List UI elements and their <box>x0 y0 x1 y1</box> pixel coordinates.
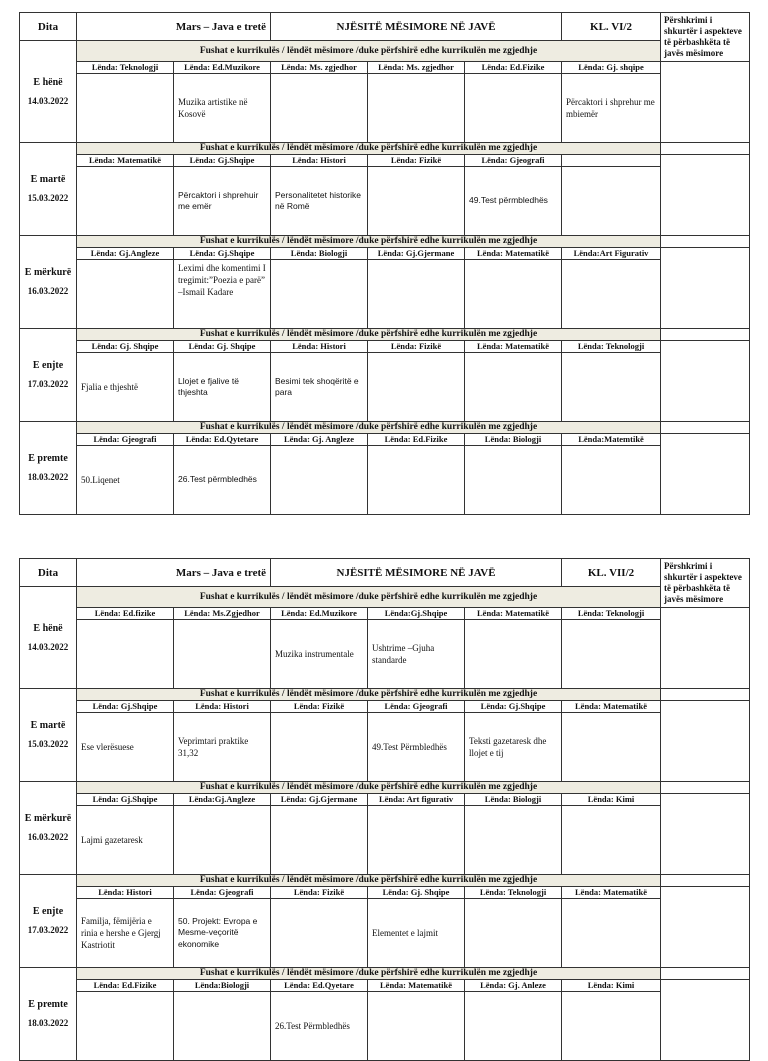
description-cell <box>661 341 750 422</box>
subject-label: Lënda: Matematikë <box>562 701 661 713</box>
day-cell <box>20 782 77 875</box>
lesson-topic-cell <box>465 260 562 329</box>
lesson-topic-cell: 50.Liqenet <box>77 446 174 515</box>
day-date: 15.03.2022 <box>27 193 69 203</box>
lesson-topic-cell: Lajmi gazetaresk <box>77 806 174 875</box>
subject-label: Lënda: Ms. zgjedhor <box>271 62 368 74</box>
lesson-topic-cell: Elementet e lajmit <box>368 899 465 968</box>
subject-label: Lënda: Teknologji <box>77 62 174 74</box>
lesson-topic-cell <box>562 260 661 329</box>
description-header: Përshkrimi i shkurtër i aspekteve të përbashkëta të javës mësimore <box>661 559 750 608</box>
lesson-topic-cell <box>174 620 271 689</box>
lesson-topic-cell <box>271 899 368 968</box>
description-cell <box>661 701 750 782</box>
subject-label: Lënda: Fizikë <box>271 701 368 713</box>
subject-label: Lënda: Histori <box>271 341 368 353</box>
lesson-topic-cell: Fjalia e thjeshtë <box>77 353 174 422</box>
subject-label: Lënda: Ed.Muzikore <box>174 62 271 74</box>
subject-label: Lënda: Fizikë <box>271 887 368 899</box>
subject-label: Lënda: Teknologji <box>562 608 661 620</box>
lesson-topic-cell <box>271 260 368 329</box>
subject-label: Lënda: Matematikë <box>368 980 465 992</box>
subject-label: Lënda: Histori <box>174 701 271 713</box>
description-cell <box>661 968 750 980</box>
lesson-topic-cell: Familja, fëmijëria e rinia e hershe e Gjergj Kastriotit <box>77 899 174 968</box>
subject-label: Lënda: Gj. Angleze <box>271 434 368 446</box>
subject-label: Lënda: Ed.Fizike <box>368 434 465 446</box>
lesson-topic-cell: 49.Test përmbledhës <box>465 167 562 236</box>
subject-label: Lënda: Gj.Shqipe <box>174 155 271 167</box>
lesson-topic-cell <box>368 992 465 1061</box>
subject-label: Lënda: Gj.Shqipe <box>77 794 174 806</box>
lesson-topic-cell: 50. Projekt: Evropa e Mesme-veçoritë ekonomike <box>174 899 271 968</box>
lesson-topic-cell <box>562 353 661 422</box>
curriculum-fields-banner: Fushat e kurrikulës / lëndët mësimore /duke përfshirë edhe kurrikulën me zgjedhje <box>77 782 661 794</box>
lesson-topic-cell <box>271 74 368 143</box>
lesson-topic-cell: Personalitetet historike në Romë <box>271 167 368 236</box>
day-cell <box>20 236 77 329</box>
day-name: E mërkurë <box>24 267 72 278</box>
lesson-topic-cell <box>368 353 465 422</box>
subject-label: Lënda: Matematikë <box>77 155 174 167</box>
lesson-topic-cell <box>562 806 661 875</box>
subject-label: Lënda: Histori <box>271 155 368 167</box>
day-name: E hënë <box>33 76 63 88</box>
lesson-topic-cell <box>271 806 368 875</box>
day-cell <box>20 875 77 968</box>
subject-label: Lënda: Ed.Qyetare <box>271 980 368 992</box>
subject-label: Lënda: Kimi <box>562 980 661 992</box>
description-cell <box>661 875 750 887</box>
subject-label: Lënda: Ms.Zgjedhor <box>174 608 271 620</box>
lesson-topic-cell: Ese vlerësuese <box>77 713 174 782</box>
lesson-topic-cell <box>562 167 661 236</box>
table-title: NJËSITË MËSIMORE NË JAVË <box>271 559 562 587</box>
class-label: KL. VI/2 <box>562 13 661 41</box>
lesson-topic-cell <box>77 260 174 329</box>
subject-label: Lënda: Gj.Angleze <box>77 248 174 260</box>
day-name: E enjte <box>32 906 64 917</box>
lesson-topic-cell: Muzika artistike në Kosovë <box>174 74 271 143</box>
lesson-topic-cell: 26.Test Përmbledhës <box>271 992 368 1061</box>
description-header: Përshkrimi i shkurtër i aspekteve të përbashkëta të javës mësimore <box>661 13 750 62</box>
lesson-topic-cell <box>465 353 562 422</box>
description-cell <box>661 689 750 701</box>
day-date: 14.03.2022 <box>27 95 69 106</box>
curriculum-fields-banner: Fushat e kurrikulës / lëndët mësimore /duke përfshirë edhe kurrikulën me zgjedhje <box>77 689 661 701</box>
day-cell <box>20 968 77 1061</box>
subject-label: Lënda: Gj.Shqipe <box>77 701 174 713</box>
curriculum-fields-banner: Fushat e kurrikulës / lëndët mësimore /duke përfshirë edhe kurrikulën me zgjedhje <box>77 236 661 248</box>
lesson-topic-cell <box>77 620 174 689</box>
lesson-topic-cell: Besimi tek shoqëritë e para <box>271 353 368 422</box>
day-date: 16.03.2022 <box>27 832 69 842</box>
lesson-topic-cell <box>465 620 562 689</box>
lesson-topic-cell: Ushtrime –Gjuha standarde <box>368 620 465 689</box>
subject-label: Lënda:Gj.Angleze <box>174 794 271 806</box>
day-date: 15.03.2022 <box>27 739 69 749</box>
day-name: E premte <box>28 999 68 1010</box>
day-name: E hënë <box>33 622 63 634</box>
subject-label: Lënda: Ed.Fizike <box>465 62 562 74</box>
lesson-topic-cell: Llojet e fjalive të thjeshta <box>174 353 271 422</box>
subject-label: Lënda: Matematikë <box>465 248 562 260</box>
subject-label: Lënda: Matematikë <box>562 887 661 899</box>
curriculum-fields-banner: Fushat e kurrikulës / lëndët mësimore /duke përfshirë edhe kurrikulën me zgjedhje <box>77 41 661 62</box>
day-date: 17.03.2022 <box>27 925 69 935</box>
day-name: E premte <box>28 453 68 464</box>
month-week-label: Mars – Java e tretë <box>77 13 271 41</box>
curriculum-fields-banner: Fushat e kurrikulës / lëndët mësimore /duke përfshirë edhe kurrikulën me zgjedhje <box>77 422 661 434</box>
day-cell <box>20 689 77 782</box>
curriculum-fields-banner: Fushat e kurrikulës / lëndët mësimore /duke përfshirë edhe kurrikulën me zgjedhje <box>77 968 661 980</box>
day-name: E martë <box>30 720 66 731</box>
description-cell <box>661 608 750 689</box>
weekly-plan-table-vi <box>19 12 750 515</box>
subject-label: Lënda: Gj.Shqipe <box>174 248 271 260</box>
description-cell <box>661 794 750 875</box>
subject-label: Lënda: Gjeografi <box>465 155 562 167</box>
day-cell <box>20 422 77 515</box>
lesson-topic-cell <box>465 446 562 515</box>
subject-label: Lënda: Gj.Shqipe <box>465 701 562 713</box>
lesson-topic-cell <box>77 74 174 143</box>
description-cell <box>661 782 750 794</box>
lesson-topic-cell <box>562 620 661 689</box>
lesson-topic-cell <box>465 992 562 1061</box>
description-cell <box>661 887 750 968</box>
description-cell <box>661 329 750 341</box>
day-date: 18.03.2022 <box>27 472 69 482</box>
subject-label: Lënda: Gj.Gjermane <box>271 794 368 806</box>
day-date: 17.03.2022 <box>27 379 69 389</box>
subject-label: Lënda: Fizikë <box>368 155 465 167</box>
subject-label: Lënda:Gj.Shqipe <box>368 608 465 620</box>
day-cell <box>20 329 77 422</box>
subject-label: Lënda: Gj. Shqipe <box>368 887 465 899</box>
day-date: 16.03.2022 <box>27 286 69 296</box>
subject-label: Lënda: Biologji <box>465 794 562 806</box>
lesson-topic-cell: Leximi dhe komentimi I tregimit:”Poezia e parë” –Ismail Kadare <box>174 260 271 329</box>
subject-label: Lënda:Biologji <box>174 980 271 992</box>
curriculum-fields-banner: Fushat e kurrikulës / lëndët mësimore /duke përfshirë edhe kurrikulën me zgjedhje <box>77 875 661 887</box>
day-cell <box>20 41 77 143</box>
weekly-plan-table-vii <box>19 558 750 1061</box>
subject-label: Lënda: Ed.Qytetare <box>174 434 271 446</box>
subject-label: Lënda: Ed.Muzikore <box>271 608 368 620</box>
subject-label <box>562 155 661 167</box>
lesson-topic-cell <box>174 806 271 875</box>
table-title: NJËSITË MËSIMORE NË JAVË <box>271 13 562 41</box>
subject-label: Lënda: Ed.Fizike <box>77 980 174 992</box>
lesson-topic-cell: 49.Test Përmbledhës <box>368 713 465 782</box>
lesson-topic-cell <box>368 446 465 515</box>
lesson-topic-cell: Teksti gazetaresk dhe llojet e tij <box>465 713 562 782</box>
lesson-topic-cell <box>174 992 271 1061</box>
month-week-label: Mars – Java e tretë <box>77 559 271 587</box>
curriculum-fields-banner: Fushat e kurrikulës / lëndët mësimore /duke përfshirë edhe kurrikulën me zgjedhje <box>77 143 661 155</box>
lesson-topic-cell <box>562 992 661 1061</box>
lesson-topic-cell <box>77 167 174 236</box>
lesson-topic-cell <box>465 74 562 143</box>
lesson-topic-cell <box>77 992 174 1061</box>
lesson-topic-cell <box>465 899 562 968</box>
subject-label: Lënda: Histori <box>77 887 174 899</box>
day-date: 18.03.2022 <box>27 1018 69 1028</box>
subject-label: Lënda: Gjeografi <box>77 434 174 446</box>
description-cell <box>661 62 750 143</box>
day-name: E mërkurë <box>24 813 72 824</box>
lesson-topic-cell: 26.Test përmbledhës <box>174 446 271 515</box>
subject-label: Lënda: Matematikë <box>465 341 562 353</box>
lesson-topic-cell: Veprimtari praktike 31,32 <box>174 713 271 782</box>
description-cell <box>661 155 750 236</box>
subject-label: Lënda: Gjeografi <box>368 701 465 713</box>
lesson-topic-cell <box>562 713 661 782</box>
lesson-topic-cell <box>465 806 562 875</box>
class-label: KL. VII/2 <box>562 559 661 587</box>
subject-label: Lënda: Gj. Shqipe <box>77 341 174 353</box>
lesson-topic-cell <box>271 713 368 782</box>
lesson-topic-cell <box>368 806 465 875</box>
description-cell <box>661 248 750 329</box>
day-cell <box>20 143 77 236</box>
lesson-topic-cell: Përcaktori i shprehuir me emër <box>174 167 271 236</box>
lesson-topic-cell <box>368 74 465 143</box>
day-date: 14.03.2022 <box>27 641 69 652</box>
subject-label: Lënda: Teknologji <box>465 887 562 899</box>
dita-header: Dita <box>20 559 77 587</box>
day-cell <box>20 587 77 689</box>
subject-label: Lënda:Art Figurativ <box>562 248 661 260</box>
subject-label: Lënda: Matematikë <box>465 608 562 620</box>
lesson-topic-cell <box>562 899 661 968</box>
subject-label: Lënda: Art figurativ <box>368 794 465 806</box>
lesson-topic-cell: Përcaktori i shprehur me mbiemër <box>562 74 661 143</box>
subject-label: Lënda: Biologji <box>465 434 562 446</box>
day-name: E enjte <box>32 360 64 371</box>
dita-header: Dita <box>20 13 77 41</box>
lesson-topic-cell <box>368 260 465 329</box>
subject-label: Lënda: Gj. Anleze <box>465 980 562 992</box>
subject-label: Lënda: Gj.Gjermane <box>368 248 465 260</box>
description-cell <box>661 422 750 434</box>
curriculum-fields-banner: Fushat e kurrikulës / lëndët mësimore /duke përfshirë edhe kurrikulën me zgjedhje <box>77 329 661 341</box>
description-cell <box>661 980 750 1061</box>
subject-label: Lënda: Ms. zgjedhor <box>368 62 465 74</box>
subject-label: Lënda: Ed.fizike <box>77 608 174 620</box>
lesson-topic-cell: Muzika instrumentale <box>271 620 368 689</box>
subject-label: Lënda:Matemtikë <box>562 434 661 446</box>
description-cell <box>661 236 750 248</box>
subject-label: Lënda: Teknologji <box>562 341 661 353</box>
description-cell <box>661 434 750 515</box>
lesson-topic-cell <box>368 167 465 236</box>
lesson-topic-cell <box>271 446 368 515</box>
subject-label: Lënda: Gjeografi <box>174 887 271 899</box>
subject-label: Lënda: Kimi <box>562 794 661 806</box>
curriculum-fields-banner: Fushat e kurrikulës / lëndët mësimore /duke përfshirë edhe kurrikulën me zgjedhje <box>77 587 661 608</box>
description-cell <box>661 143 750 155</box>
subject-label: Lënda: Biologji <box>271 248 368 260</box>
lesson-topic-cell <box>562 446 661 515</box>
subject-label: Lënda: Fizikë <box>368 341 465 353</box>
subject-label: Lënda: Gj. Shqipe <box>174 341 271 353</box>
day-name: E martë <box>30 174 66 185</box>
subject-label: Lënda: Gj. shqipe <box>562 62 661 74</box>
